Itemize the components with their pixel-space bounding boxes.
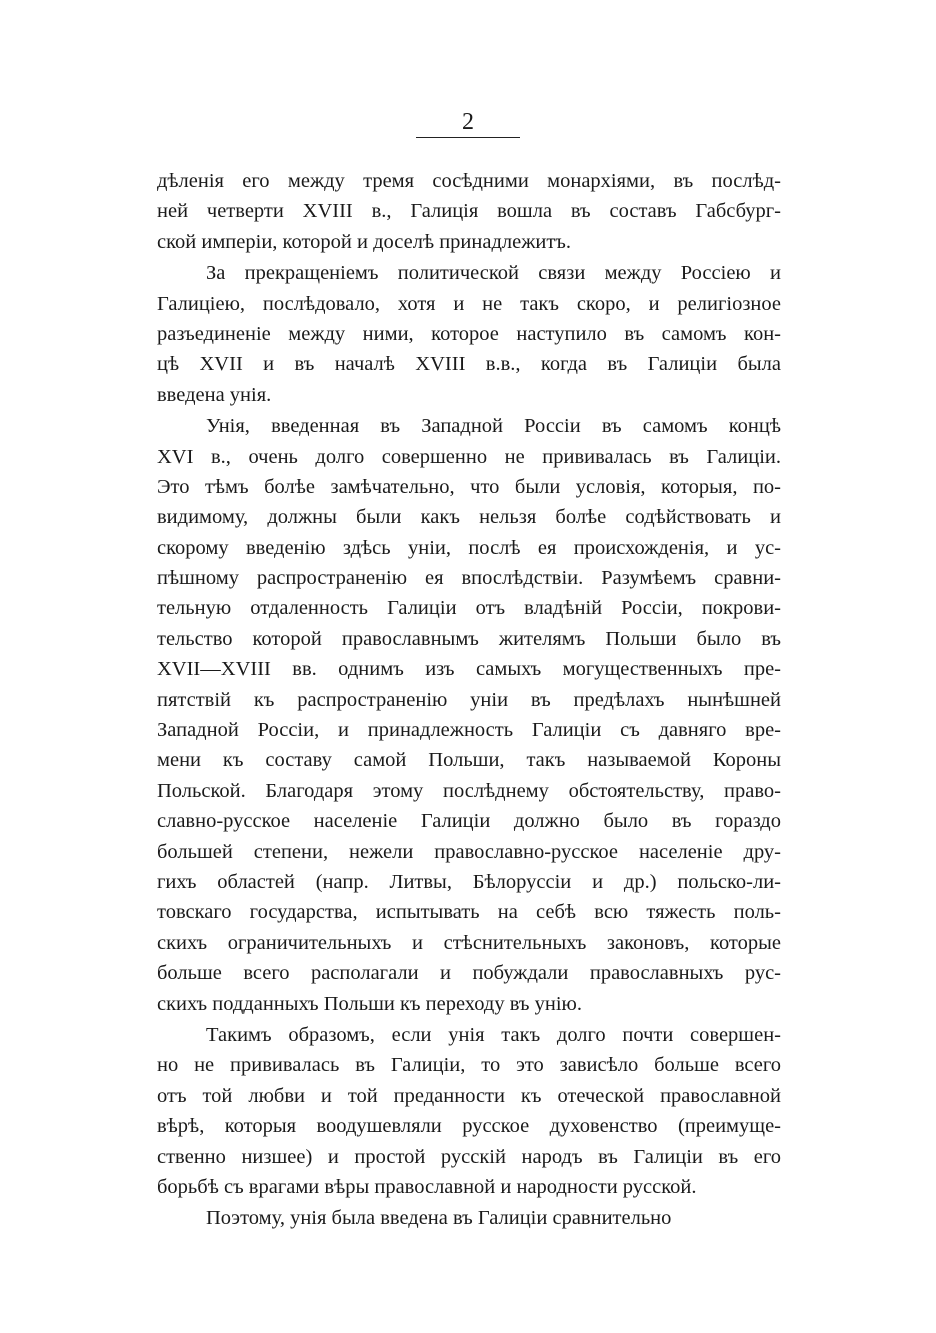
- text-line: большей степени, нежели православно-русское населеніе дру-: [157, 840, 781, 863]
- paragraph: [157, 258, 781, 410]
- text-line: ственно низшее) и простой русскій народъ въ Галиціи въ его: [157, 1145, 781, 1168]
- text-line: скорому введенію здѣсь уніи, послѣ ея происхожденія, и ус-: [157, 536, 781, 559]
- text-line: тельство которой православнымъ жителямъ Польши было въ: [157, 627, 781, 650]
- text-line: борьбѣ съ врагами вѣры православной и народности русской.: [157, 1175, 697, 1198]
- text-line: пятствій къ распространенію уніи въ предѣлахъ нынѣшней: [157, 688, 781, 711]
- page-number-rule: [416, 137, 520, 138]
- text-line: За прекращеніемъ политической связи между Россіею и: [206, 262, 781, 285]
- text-line: гихъ областей (напр. Литвы, Бѣлоруссіи и др.) польско-ли-: [157, 870, 781, 893]
- text-line: дѣленія его между тремя сосѣдними монархіями, въ послѣд-: [157, 170, 781, 192]
- text-line: ней четверти XVIII в., Галиція вошла въ составъ Габсбург-: [157, 200, 781, 223]
- text-line: славно-русское населеніе Галиціи должно было въ гораздо: [157, 810, 781, 833]
- text-line: мени къ составу самой Польши, такъ называемой Короны: [157, 749, 781, 772]
- text-line: введена унія.: [157, 383, 272, 406]
- paragraph: [157, 1203, 781, 1233]
- text-line: Такимъ образомъ, если унія такъ долго почти совершен-: [206, 1023, 781, 1046]
- paragraph: [157, 411, 781, 1019]
- text-line: отъ той любви и той преданности къ отеческой православной: [157, 1084, 781, 1107]
- text-line: вѣрѣ, которыя воодушевляли русское духовенство (преимуще-: [157, 1115, 781, 1138]
- text-line: разъединеніе между ними, которое наступило въ самомъ кон-: [157, 322, 781, 345]
- text-line: цѣ XVII и въ началѣ XVIII в.в., когда въ Галиціи была: [157, 353, 781, 376]
- page-number: 2: [462, 109, 474, 135]
- text-line: пѣшному распространенію ея впослѣдствіи. Разумѣемъ сравни-: [157, 567, 781, 590]
- text-line: скихъ ограничительныхъ и стѣснительныхъ законовъ, которые: [157, 931, 781, 954]
- text-line: товскаго государства, испытывать на себѣ всю тяжесть поль-: [157, 901, 781, 924]
- text-line: видимому, должны были какъ нельзя болѣе содѣйствовать и: [157, 506, 781, 529]
- paragraph: [157, 1020, 781, 1202]
- text-line: Поэтому, унія была введена въ Галиціи сравнительно: [206, 1207, 672, 1230]
- text-line: Западной Россіи, и принадлежность Галиціи съ давняго вре-: [157, 719, 781, 742]
- paragraph: [157, 166, 781, 257]
- text-line: Это тѣмъ болѣе замѣчательно, что были условія, которыя, по-: [157, 475, 781, 498]
- text-line: ской имперіи, которой и доселѣ принадлежитъ.: [157, 230, 572, 253]
- text-line: больше всего располагали и побуждали православныхъ рус-: [157, 962, 781, 985]
- text-line: скихъ подданныхъ Польши къ переходу въ унію.: [157, 992, 582, 1015]
- text-line: но не прививалась въ Галиціи, то это зависѣло больше всего: [157, 1054, 781, 1077]
- body-text: [157, 166, 781, 1235]
- text-line: XVI в., очень долго совершенно не прививалась въ Галиціи.: [157, 445, 781, 468]
- text-line: Галиціею, послѣдовало, хотя и не такъ скоро, и религіозное: [157, 292, 781, 315]
- text-line: Унія, введенная въ Западной Россіи въ самомъ концѣ: [206, 415, 781, 438]
- text-line: тельную отдаленность Галиціи отъ владѣній Россіи, покрови-: [157, 597, 781, 620]
- text-line: XVII—XVIII вв. однимъ изъ самыхъ могущественныхъ пре-: [157, 658, 781, 681]
- text-line: Польской. Благодаря этому послѣднему обстоятельству, право-: [157, 779, 781, 802]
